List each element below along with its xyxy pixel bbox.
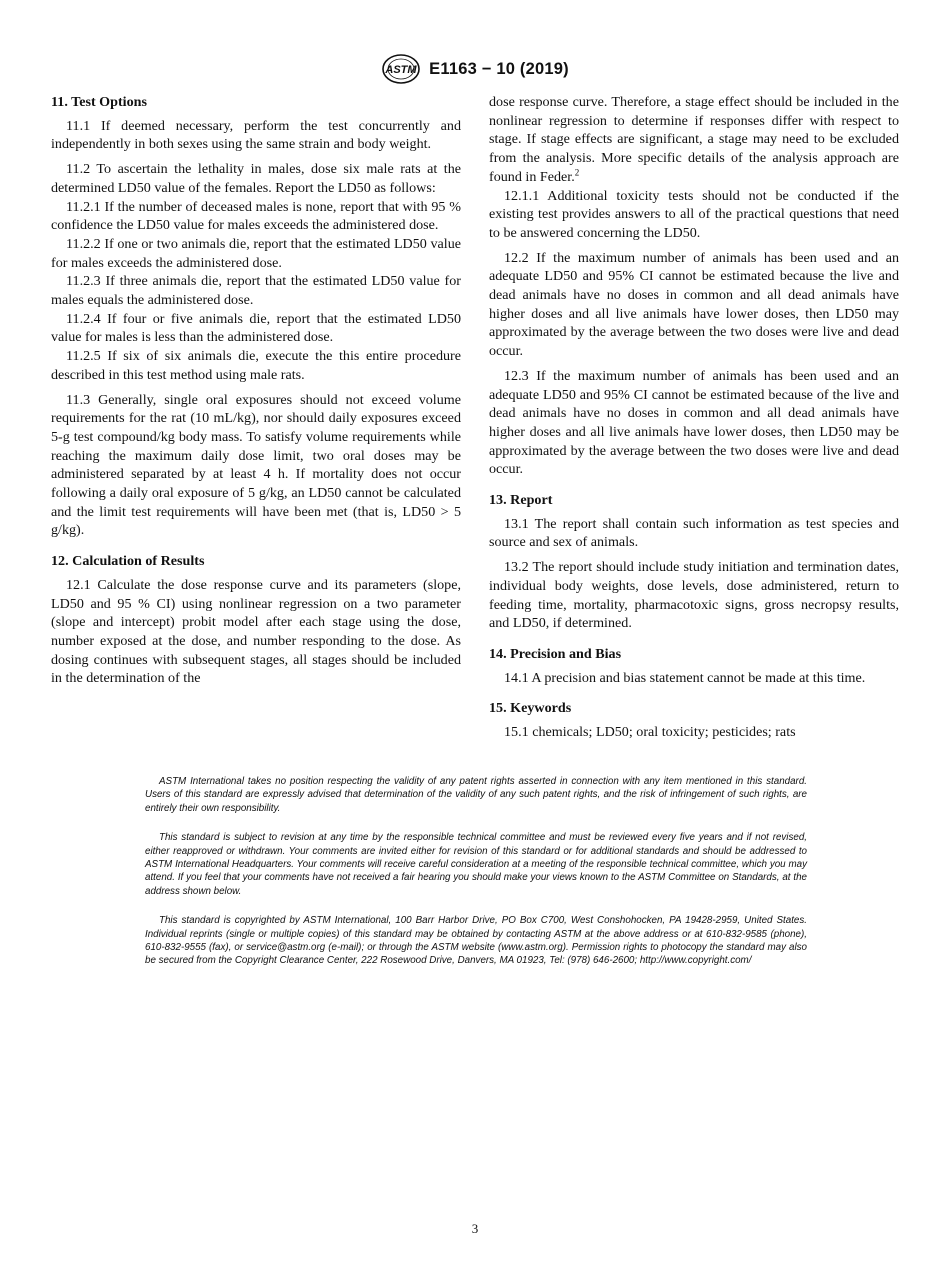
paragraph-11-1: 11.1 If deemed necessary, perform the test concurrently and independently in both sexes using the same strain and body weight. [51,117,461,153]
copyright-notice: This standard is copyrighted by ASTM International, 100 Barr Harbor Drive, PO Box C700, West Conshohocken, PA 19428-2959, United States. Individual reprints (single or multiple copies) of this standard may be obtained by contacting ASTM at the above address or at 610-832-9585 (phone), 610-832-9555 (fax), or service@astm.org (e-mail); or through the ASTM website (www.astm.org). Permission rights to photocopy the standard may also be secured from the Copyright Clearance Center, 222 Rosewood Drive, Danvers, MA 01923, Tel: (978) 646-2600; http://www.copyright.com/ [145,915,807,967]
legal-notices [145,775,807,984]
paragraph-12-1-continued-text: dose response curve. Therefore, a stage effect should be included in the nonlinear regression to determine if responses differ with respect to stage. If stage effects are significant, a stage may need to be excluded from the analysis. More specific details of the analysis approach are found in Feder. [489,94,899,185]
footnote-reference[interactable]: 2 [574,167,580,178]
section-11-heading: 11. Test Options [51,94,147,110]
paragraph-11-2: 11.2 To ascertain the lethality in males, dose six male rats at the determined LD50 value of the females. Report the LD50 as follows: [51,161,461,196]
left-column [51,93,461,688]
paragraph-11-2-1: 11.2.1 If the number of deceased males is none, report that with 95 % confidence the LD50 value for males exceeds the administered dose. [51,198,461,234]
paragraph-12-2: 12.2 If the maximum number of animals has been used and an adequate LD50 and 95% CI cannot be estimated because the live and dead animals have no doses in common and all dead animals have higher doses and all live animals have lower doses, then LD50 may approximated by the average between the two doses were live and dead occur. [489,249,899,360]
paragraph-14-1: 14.1 A precision and bias statement cannot be made at this time. [504,669,866,686]
paragraph-15-1: 15.1 chemicals; LD50; oral toxicity; pesticides; rats [504,724,796,741]
paragraph-11-2-5: 11.2.5 If six of six animals die, execute the this entire procedure described in this test method using male rats. [51,348,461,383]
paragraph-11-2-2: 11.2.2 If one or two animals die, report that the estimated LD50 value for males exceeds the administered dose. [51,235,461,271]
section-13-heading: 13. Report [489,492,553,509]
section-15-heading: 15. Keywords [489,700,572,717]
patent-notice: ASTM International takes no position respecting the validity of any patent rights asserted in connection with any item mentioned in this standard. Users of this standard are expressly advised that determination of the validity of any such patent rights, and the risk of infringement of such rights, are entirely their own responsibility. [145,776,807,814]
paragraph-12-1-continued [489,93,899,187]
standard-designation: E1163 − 10 (2019) [429,59,569,78]
section-14-heading: 14. Precision and Bias [489,645,622,662]
paragraph-12-3: 12.3 If the maximum number of animals has been used and an adequate LD50 and 95% CI cannot be estimated because of the live and dead animals have no doses in common and all dead animals have higher doses and all live animals have lower doses, then LD50 may be approximated by the average between the two doses were live and dead occur. [489,367,899,478]
page-number: 3 [471,1221,479,1236]
section-12-heading: 12. Calculation of Results [51,553,205,570]
page-header [0,52,950,86]
paragraph-13-2: 13.2 The report should include study initiation and termination dates, individual body weights, dose levels, dose administered, return to feeding time, mortality, pharmacotoxic signs, gross necropsy results, and LD50, if determined. [489,559,899,632]
paragraph-11-2-4: 11.2.4 If four or five animals die, report that the estimated LD50 value for males is less than the administered dose. [51,310,461,346]
paragraph-11-2-3: 11.2.3 If three animals die, report that the estimated LD50 value for males equals the administered dose. [51,273,461,309]
paragraph-13-1: 13.1 The report shall contain such information as test species and source and sex of animals. [489,515,899,551]
paragraph-12-1-1: 12.1.1 Additional toxicity tests should not be conducted if the existing test provides answers to all of the practical questions that need to be answered concerning the LD50. [489,187,899,241]
paragraph-11-3: 11.3 Generally, single oral exposures should not exceed volume requirements for the rat (10 mL/kg), nor should daily exposures exceed 5-g test compound/kg body mass. To satisfy volume requirements while reaching the maximum daily dose limit, two oral doses may be administered separated by at least 4 h. If mortality does not occur following a daily oral exposure of 5 g/kg, an LD50 cannot be calculated and the limit test requirements will have been met (that is, LD50 > 5 g/kg). [51,391,461,539]
right-column [489,93,899,742]
astm-logo-icon [381,53,421,85]
revision-notice: This standard is subject to revision at any time by the responsible technical committee and must be reviewed every five years and if not revised, either reapproved or withdrawn. Your comments are invited either for revision of this standard or for additional standards and should be addressed to ASTM International Headquarters. Your comments will receive careful consideration at a meeting of the responsible technical committee, which you may attend. If you feel that your comments have not received a fair hearing you should make your views known to the ASTM Committee on Standards, at the address shown below. [145,832,807,897]
logo-text: ASTM [385,64,417,76]
paragraph-12-1: 12.1 Calculate the dose response curve and its parameters (slope, LD50 and 95 % CI) using nonlinear regression on a two parameter (slope and intercept) probit model after each stage using the dose, number exposed at the dose, and number responding to the dose. As dosing continues with subsequent stages, all stages should be included in the determination of the [51,576,461,687]
